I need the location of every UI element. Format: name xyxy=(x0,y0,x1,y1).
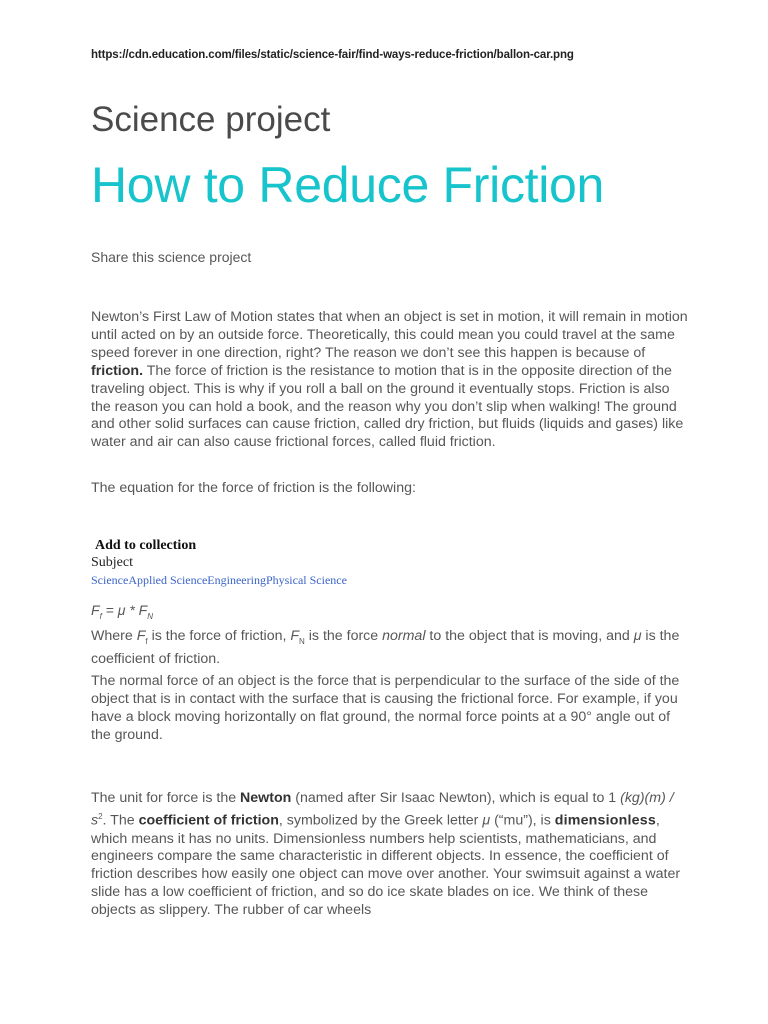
subject-link-applied-science[interactable]: Applied Science xyxy=(128,573,208,587)
subject-link-science[interactable]: Science xyxy=(91,573,129,587)
unit-paragraph: The unit for force is the Newton (named after Sir Isaac Newton), which is equal to 1 $(kg)(m) / s^2$. The coefficient of friction, symbolized by the Greek letter μ (“mu”), is dimensionless, which means it has no units. Dimensionless numbers help scientists, mathematicians, and engineers compare the same characteristic in different objects. In essence, the coefficient of friction describes how easily one object can move over another. Your swimsuit against a water slide has a low coefficient of friction, and so do ice skate blades on ice. We think of these objects as slippery. The rubber of car wheels xyxy=(91,790,681,919)
equation-intro: The equation for the force of friction is the following: xyxy=(91,480,416,496)
source-url: https://cdn.education.com/files/static/science-fair/find-ways-reduce-friction/ballon-car.png xyxy=(91,49,574,61)
dimensionless-term: dimensionless xyxy=(554,812,656,829)
friction-equation: $F_f = \mu * F_N$ xyxy=(91,602,154,621)
coefficient-term: coefficient of friction xyxy=(138,812,279,829)
page-kicker: Science project xyxy=(91,100,331,139)
subject-links xyxy=(91,573,347,588)
subject-link-physical-science[interactable]: Physical Science xyxy=(265,573,347,587)
where-paragraph: Where $F_f$ is the force of friction, $F_N$ is the force normal to the object that is moving, and μ is the coefficient of friction. xyxy=(91,628,680,667)
share-link[interactable]: Share this science project xyxy=(91,249,252,265)
subject-label: Subject xyxy=(91,555,133,570)
add-to-collection-button[interactable]: Add to collection xyxy=(95,538,197,553)
friction-term: friction. xyxy=(91,362,144,379)
subject-link-engineering[interactable]: Engineering xyxy=(207,573,266,587)
normal-force-paragraph: The normal force of an object is the force that is perpendicular to the surface of the side of the object that is in contact with the surface that is causing the frictional force. For example, if you have a block moving horizontally on flat ground, the normal force points at a 90° angle out of the ground. xyxy=(91,673,680,743)
page-title: How to Reduce Friction xyxy=(91,157,605,213)
intro-paragraph: Newton’s First Law of Motion states that when an object is set in motion, it will remain in motion until acted on by an outside force. Theoretically, this could mean you could travel at the same speed forever in one direction, right? The reason we don’t see this happen is because of friction. The force of friction is the resistance to motion that is in the opposite direction of the traveling object. This is why if you roll a ball on the ground it eventually stops. Friction is also the reason you can hold a book, and the reason why you don’t slip when walking! The ground and other solid surfaces can cause friction, called dry friction, but fluids (liquids and gases) like water and air can also cause frictional forces, called fluid friction. xyxy=(91,309,688,451)
newton-term: Newton xyxy=(240,790,292,806)
